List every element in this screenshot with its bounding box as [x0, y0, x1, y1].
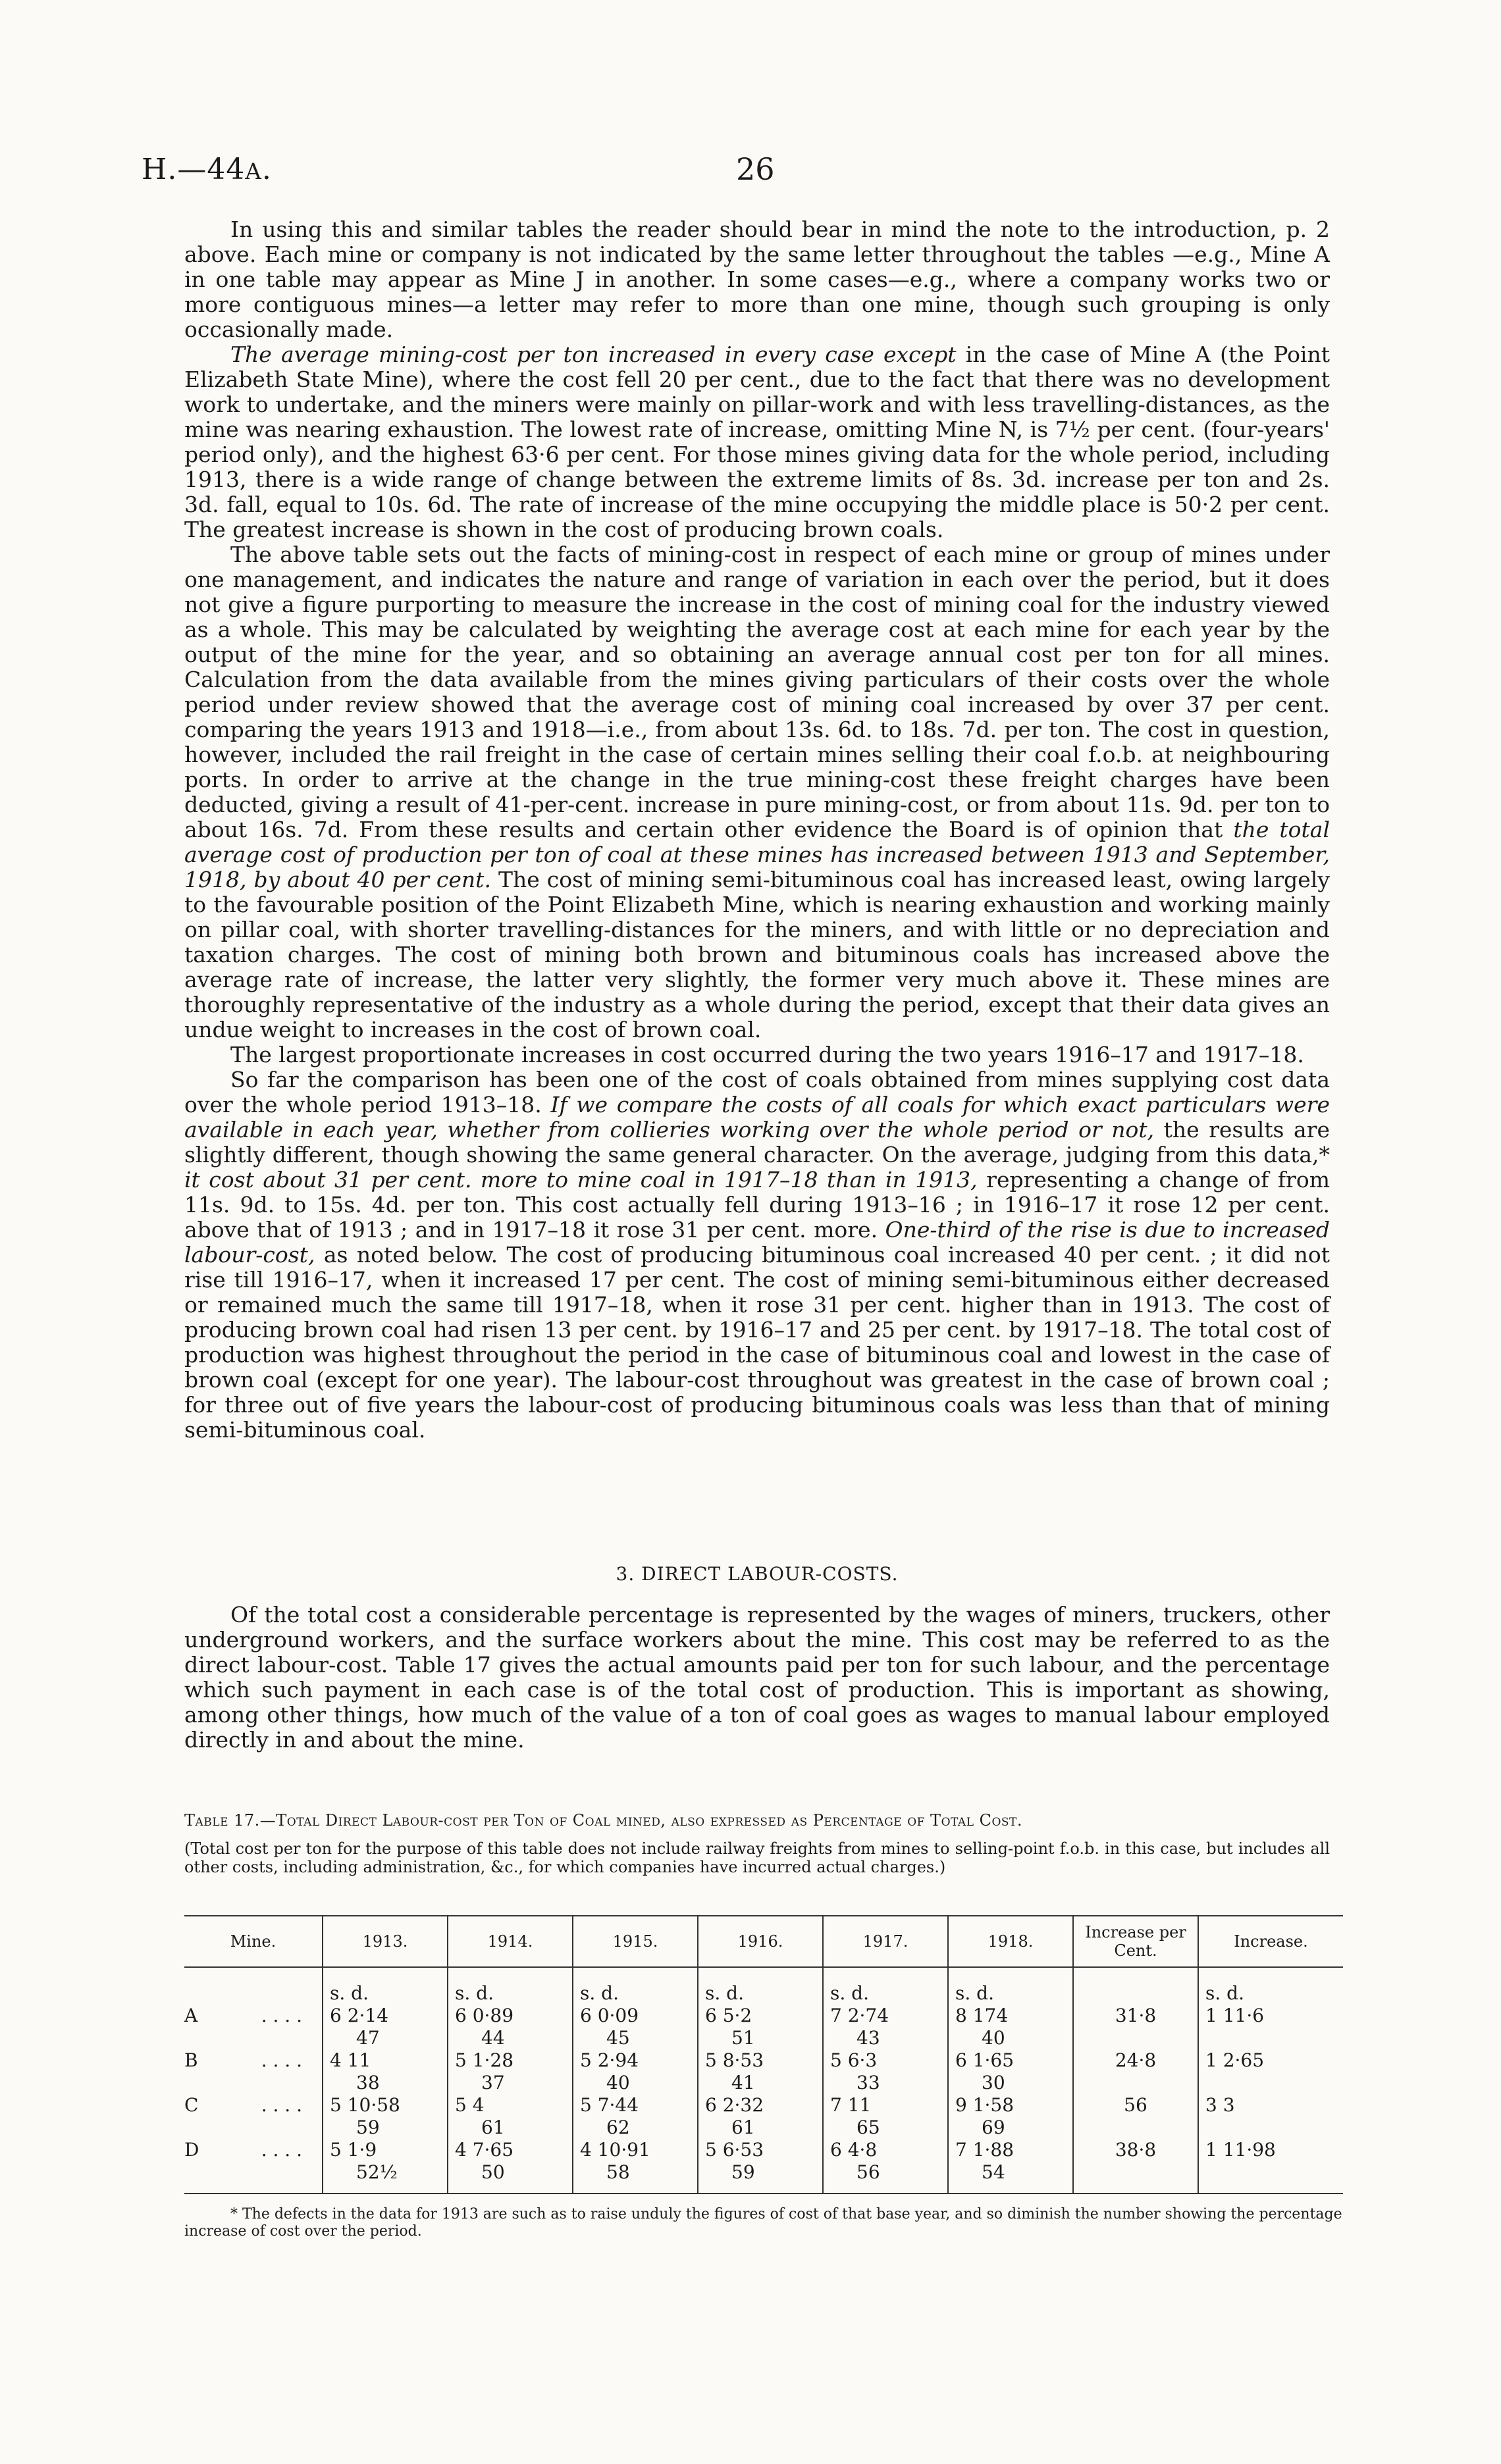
header-1913: 1913.	[323, 1916, 448, 1967]
table-row: B . . . . 4 11 38 5 1·28 37 5 2·94 40 5 8·53 41 5 6·3 33 6 1·65 30 24·8 1 2·65	[184, 2049, 1343, 2094]
paragraph: So far the comparison has been one of the cost of coals obtained from mines supplying cost data over the whole period 1913–18. If we compare the costs of all coals for which exact particulars were available in each year, whether from collieries working over the whole period or not, the results are slightly different, though showing the same general character. On the average, judging from this data,* it cost about 31 per cent. more to mine coal in 1917–18 than in 1913, representing a change of from 11s. 9d. to 15s. 4d. per ton. This cost actually fell during 1913–16 ; in 1916–17 it rose 12 per cent. above that of 1913 ; and in 1917–18 it rose 31 per cent. more. One-third of the rise is due to increased labour-cost, as noted below. The cost of producing bituminous coal increased 40 per cent. ; it did not rise till 1916–17, when it increased 17 per cent. The cost of mining semi-bituminous either decreased or remained much the same till 1917–18, when it rose 31 per cent. higher than in 1913. The cost of producing brown coal had risen 13 per cent. by 1916–17 and 25 per cent. by 1917–18. The total cost of production was highest throughout the period in the case of bituminous coal and lowest in the case of brown coal (except for one year). The labour-cost throughout was greatest in the case of brown coal ; for three out of five years the labour-cost of producing bituminous coals was less than that of mining semi-bituminous coal.	[184, 1067, 1330, 1443]
increase-value: 3 3	[1198, 2094, 1343, 2139]
paragraph: The largest proportionate increases in cost occurred during the two years 1916–17 and 1917–18.	[230, 1042, 1304, 1067]
table-row: C . . . . 5 10·58 59 5 4 61 5 7·44 62 6 2·32 61 7 11 65 9 1·58 69 56 3 3	[184, 2094, 1343, 2139]
unit-label: s. d.	[323, 1967, 448, 2005]
header-1918: 1918.	[948, 1916, 1073, 1967]
document-reference: H.—44A.	[142, 153, 272, 186]
paragraph: The average mining-cost per ton increased in every case except in the case of Mine A (the Point Elizabeth State Mine), where the cost fell 20 per cent., due to the fact that there was no development work to undertake, and the miners were mainly on pillar-work and with less travelling-distances, as the mine was nearing exhaustion. The lowest rate of increase, omitting Mine N, is 7½ per cent. (four-years' period only), and the highest 63·6 per cent. For those mines giving data for the whole period, including 1913, there is a wide range of change between the extreme limits of 8s. 3d. increase per ton and 2s. 3d. fall, equal to 10s. 6d. The rate of increase of the mine occupying the middle place is 50·2 per cent. The greatest increase is shown in the cost of producing brown coals.	[184, 342, 1330, 542]
unit-label: s. d.	[448, 1967, 573, 2005]
unit-label: s. d.	[948, 1967, 1073, 2005]
unit-label: s. d.	[698, 1967, 823, 2005]
table-note: (Total cost per ton for the purpose of this table does not include railway freights from mines to selling-point f.o.b. in this case, but includes all other costs, including administration, &c., for which companies have incurred actual charges.)	[184, 1839, 1330, 1876]
mine-label: A	[184, 2005, 198, 2026]
table-row: D . . . . 5 1·9 52½ 4 7·65 50 4 10·91 58 5 6·53 59 6 4·8 56 7 1·88 54 38·8 1 11·98	[184, 2139, 1343, 2194]
header-1915: 1915.	[573, 1916, 698, 1967]
section-heading: 3. DIRECT LABOUR-COSTS.	[616, 1563, 899, 1585]
header-increase-percent: Increase per Cent.	[1073, 1916, 1198, 1967]
mine-label: B	[184, 2049, 198, 2071]
mine-label: C	[184, 2094, 199, 2116]
unit-label: s. d.	[573, 1967, 698, 2005]
increase-percent: 56	[1073, 2094, 1198, 2139]
units-row	[184, 1967, 1343, 2005]
header-mine: Mine.	[184, 1916, 323, 1967]
paragraph: The above table sets out the facts of mining-cost in respect of each mine or group of mines under one management, and indicates the nature and range of variation in each over the period, but it does not give a figure purporting to measure the increase in the cost of mining coal for the industry viewed as a whole. This may be calculated by weighting the average cost at each mine for each year by the output of the mine for the year, and so obtaining an average annual cost per ton for all mines. Calculation from the data available from the mines giving particulars of their costs over the whole period under review showed that the average cost of mining coal increased by over 37 per cent. comparing the years 1913 and 1918—i.e., from about 13s. 6d. to 18s. 7d. per ton. The cost in question, however, included the rail freight in the case of certain mines selling their coal f.o.b. at neighbouring ports. In order to arrive at the change in the true mining-cost these freight charges have been deducted, giving a result of 41-per-cent. increase in pure mining-cost, or from about 11s. 9d. per ton to about 16s. 7d. From these results and certain other evidence the Board is of opinion that the total average cost of production per ton of coal at these mines has increased between 1913 and September, 1918, by about 40 per cent. The cost of mining semi-bituminous coal has increased least, owing largely to the favourable position of the Point Elizabeth Mine, which is nearing exhaustion and working mainly on pillar coal, with shorter travelling-distances for the miners, and with little or no depreciation and taxation charges. The cost of mining both brown and bituminous coals has increased above the average rate of increase, the latter very slightly, the former very much above it. These mines are thoroughly representative of the industry as a whole during the period, except that their data gives an undue weight to increases in the cost of brown coal.	[184, 542, 1330, 1042]
page-number: 26	[736, 151, 775, 187]
unit-label: s. d.	[823, 1967, 948, 2005]
unit-label: s. d.	[1198, 1967, 1343, 2005]
increase-percent: 31·8	[1073, 2005, 1198, 2049]
header-1917: 1917.	[823, 1916, 948, 1967]
table-title: Table 17.—Total Direct Labour-cost per Ton of Coal mined, also expressed as Percentage of Total Cost.	[184, 1811, 1023, 1830]
header-1916: 1916.	[698, 1916, 823, 1967]
increase-percent: 38·8	[1073, 2139, 1198, 2194]
header-increase: Increase.	[1198, 1916, 1343, 1967]
table-row: A . . . . 6 2·14 47 6 0·89 44 6 0·09 45 6 5·2 51 7 2·74 43 8 174 40 31·8 1 11·6	[184, 2005, 1343, 2049]
labour-cost-table	[184, 1915, 1343, 2194]
increase-value: 1 11·6	[1198, 2005, 1343, 2049]
header-1914: 1914.	[448, 1916, 573, 1967]
table-header-row	[184, 1916, 1343, 1967]
increase-value: 1 11·98	[1198, 2139, 1343, 2194]
mine-label: D	[184, 2139, 199, 2161]
increase-percent: 24·8	[1073, 2049, 1198, 2094]
footnote: * The defects in the data for 1913 are such as to raise unduly the figures of cost of that base year, and so diminish the number showing the percentage increase of cost over the period.	[184, 2206, 1342, 2240]
paragraph: In using this and similar tables the reader should bear in mind the note to the introduction, p. 2 above. Each mine or company is not indicated by the same letter throughout the tables —e.g., Mine A in one table may appear as Mine J in another. In some cases—e.g., where a company works two or more contiguous mines—a letter may refer to more than one mine, though such grouping is only occasionally made.	[184, 217, 1330, 342]
body-text	[184, 217, 1330, 1443]
increase-value: 1 2·65	[1198, 2049, 1343, 2094]
section-paragraph: Of the total cost a considerable percentage is represented by the wages of miners, truckers, other underground workers, and the surface workers about the mine. This cost may be referred to as the direct labour-cost. Table 17 gives the actual amounts paid per ton for such labour, and the percentage which such payment in each case is of the total cost of production. This is important as showing, among other things, how much of the value of a ton of coal goes as wages to manual labour employed directly in and about the mine.	[184, 1602, 1330, 1753]
